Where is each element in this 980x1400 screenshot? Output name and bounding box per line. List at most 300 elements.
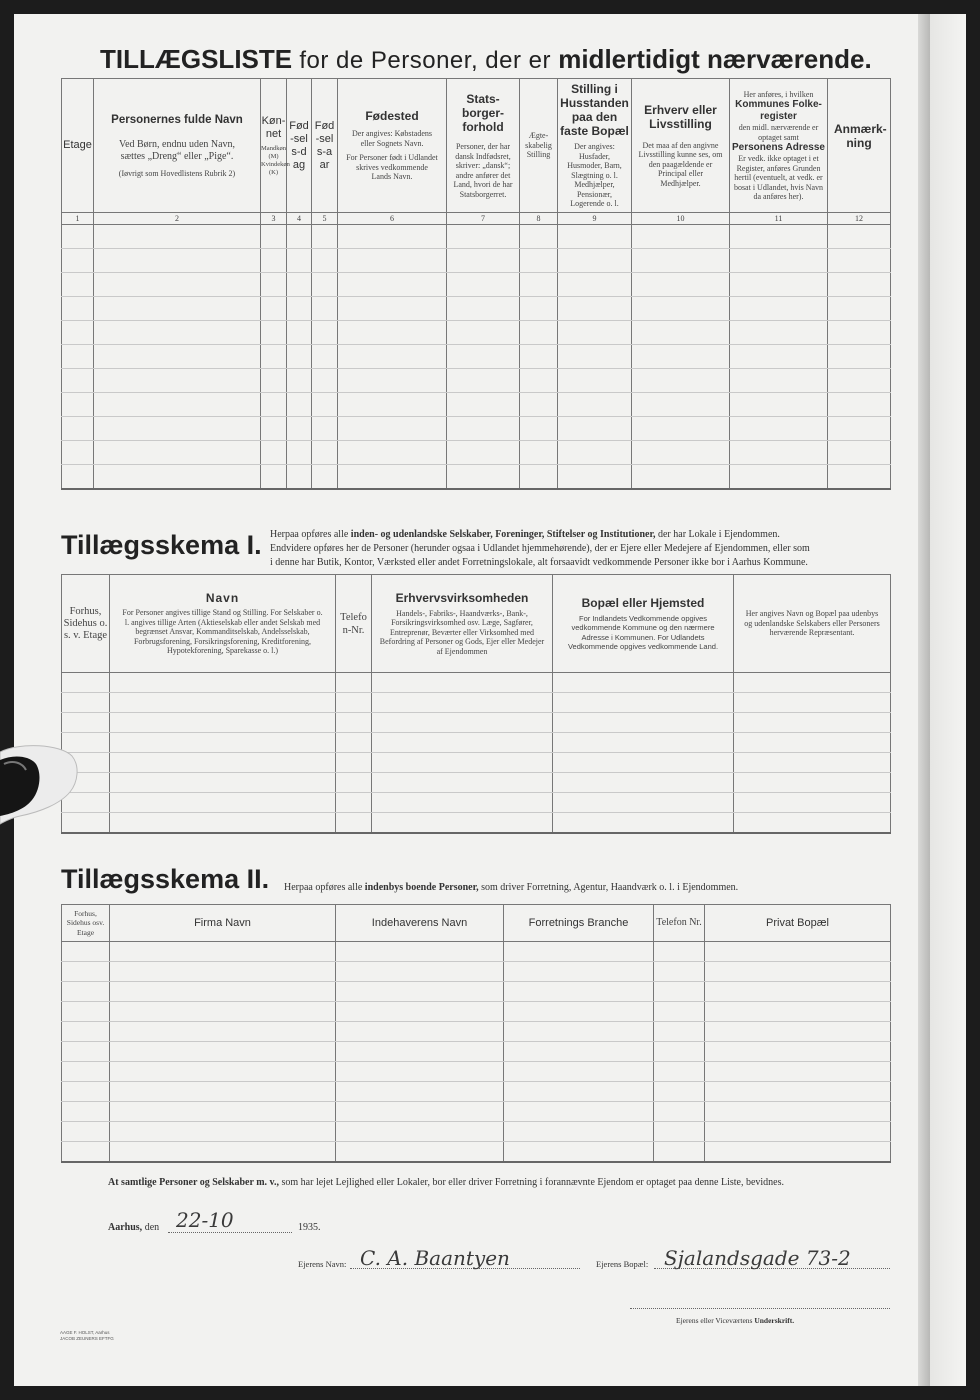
main-list-cell[interactable] [828,249,891,273]
main-list-cell[interactable] [828,225,891,249]
skema2-cell[interactable] [62,1002,110,1022]
main-list-cell[interactable] [287,417,312,441]
owner-address-label: Ejerens Bopæl: [596,1259,649,1269]
main-list-cell[interactable] [520,465,558,489]
skema1-cell[interactable] [372,693,553,713]
skema2-row [62,1082,891,1102]
col-birthday [287,79,312,213]
main-list-cell[interactable] [558,441,632,465]
s2-col-telefon [654,905,705,942]
colnum-8: 8 [520,213,558,225]
main-list-cell[interactable] [94,441,261,465]
skema2-cell[interactable] [654,982,705,1002]
printer-mark [60,1330,114,1342]
main-list-cell[interactable] [730,225,828,249]
main-list-cell[interactable] [94,369,261,393]
main-list-table [61,78,891,490]
skema2-cell[interactable] [62,1142,110,1162]
skema2-cell[interactable] [336,982,504,1002]
main-list-cell[interactable] [312,249,338,273]
main-list-cell[interactable] [730,321,828,345]
col-birthplace-sub2: For Personer født i Udlandet skrives vedkommende Lands Navn. [346,153,438,182]
main-list-cell[interactable] [287,465,312,489]
main-list-cell[interactable] [312,321,338,345]
skema2-cell[interactable] [654,1002,705,1022]
skema1-cell[interactable] [336,773,372,793]
skema2-cell[interactable] [336,962,504,982]
skema1-cell[interactable] [734,793,891,813]
skema1-cell[interactable] [62,673,110,693]
skema2-cell[interactable] [705,1122,891,1142]
skema1-cell[interactable] [553,813,734,833]
skema1-cell[interactable] [734,813,891,833]
main-list-cell[interactable] [62,369,94,393]
s1-col-navn-sub: For Personer angives tillige Stand og Stilling. For Selskaber o. l. angives tillige Arten (Aktieselskab eller andet Selskab med begrænset Ansvar, Kommanditselskab, Andelsselskab, Forbrugsforening, Forsikringsforening, Kreditforening, Hypotekforening, Sparekasse o. l.) [122,608,323,656]
main-list-cell[interactable] [632,345,730,369]
skema2-cell[interactable] [654,1062,705,1082]
skema2-cell[interactable] [62,1102,110,1122]
col-birthyear-head: Fød-sels-aar [314,119,335,171]
col-occupation [632,79,730,213]
skema2-cell[interactable] [654,942,705,962]
main-list-cell[interactable] [261,225,287,249]
skema1-cell[interactable] [372,793,553,813]
skema2-cell[interactable] [110,1082,336,1102]
skema2-cell[interactable] [504,1122,654,1142]
skema2-cell[interactable] [705,942,891,962]
main-list-cell[interactable] [312,225,338,249]
main-list-cell[interactable] [312,393,338,417]
skema1-cell[interactable] [553,693,734,713]
skema2-cell[interactable] [62,1042,110,1062]
skema2-desc-c: som driver Forretning, Agentur, Haandværk o. l. i Ejendommen. [481,882,739,893]
skema2-cell[interactable] [654,1022,705,1042]
main-list-cell[interactable] [261,369,287,393]
skema2-cell[interactable] [336,1102,504,1122]
skema1-cell[interactable] [553,753,734,773]
main-list-cell[interactable] [447,297,520,321]
main-list-cell[interactable] [730,297,828,321]
main-list-cell[interactable] [94,249,261,273]
skema2-cell[interactable] [110,1142,336,1162]
skema2-cell[interactable] [336,942,504,962]
skema1-cell[interactable] [110,793,336,813]
col-birthplace-sub: Der angives: Købstadens eller Sognets Navn. [352,129,432,148]
skema2-row [62,962,891,982]
declaration-rest: som har lejet Lejlighed eller Lokaler, bor eller driver Forretning i forannævnte Ejendom er optaget paa denne Liste, bevidnes. [281,1177,784,1188]
main-list-cell[interactable] [632,297,730,321]
skema2-cell[interactable] [504,982,654,1002]
main-list-cell[interactable] [558,465,632,489]
skema1-cell[interactable] [734,753,891,773]
skema2-cell[interactable] [504,1042,654,1062]
skema2-cell[interactable] [62,982,110,1002]
skema1-cell[interactable] [734,733,891,753]
main-list-cell[interactable] [94,321,261,345]
skema2-cell[interactable] [504,962,654,982]
skema1-cell[interactable] [336,673,372,693]
main-list-cell[interactable] [94,345,261,369]
main-list-cell[interactable] [558,249,632,273]
main-list-row [62,225,891,249]
main-list-cell[interactable] [287,297,312,321]
main-list-cell[interactable] [62,393,94,417]
main-list-cell[interactable] [261,417,287,441]
skema2-cell[interactable] [62,942,110,962]
main-list-cell[interactable] [62,249,94,273]
skema2-cell[interactable] [336,1002,504,1022]
skema1-cell[interactable] [110,753,336,773]
skema2-cell[interactable] [110,962,336,982]
skema1-desc-line2: Endvidere opføres her de Personer (herunder ogsaa i Udlandet hjemmehørende), der er Ejere eller Medejere af Ejendommen, eller som [270,543,810,554]
skema1-cell[interactable] [336,713,372,733]
col-sex-sub: Mandkøn (M) Kvindekøn (K) [261,144,290,176]
main-list-cell[interactable] [338,465,447,489]
main-list-cell[interactable] [632,321,730,345]
skema1-cell[interactable] [110,713,336,733]
main-list-cell[interactable] [287,249,312,273]
skema1-cell[interactable] [553,773,734,793]
skema2-cell[interactable] [336,1022,504,1042]
skema1-cell[interactable] [110,773,336,793]
main-list-cell[interactable] [632,393,730,417]
date-handwritten: 22-10 [176,1208,234,1232]
s2-col-indehaver [336,905,504,942]
main-list-cell[interactable] [261,345,287,369]
main-list-cell[interactable] [62,441,94,465]
col-occupation-sub: Det maa af den angivne Livsstilling kunne ses, om den paagældende er Principal eller Medhjælper. [638,140,723,188]
main-list-cell[interactable] [520,273,558,297]
skema1-cell[interactable] [110,673,336,693]
main-list-cell[interactable] [730,417,828,441]
skema2-row [62,1122,891,1142]
skema1-cell[interactable] [110,813,336,833]
skema2-cell[interactable] [504,942,654,962]
main-list-cell[interactable] [287,369,312,393]
skema1-cell[interactable] [336,753,372,773]
col-register-sub2: Er vedk. ikke optaget i et Register, anføres Grunden hertil (eventuelt, at vedk. er bosat i Udlandet, hvis Navn da anføres her). [733,154,824,201]
s2-col-telefon-label: Telefon Nr. [656,917,702,928]
skema2-cell[interactable] [62,1062,110,1082]
main-list-cell[interactable] [632,417,730,441]
main-list-cell[interactable] [558,297,632,321]
main-list-cell[interactable] [312,417,338,441]
main-list-cell[interactable] [287,225,312,249]
skema2-cell[interactable] [62,962,110,982]
skema2-cell[interactable] [110,1062,336,1082]
skema2-cell[interactable] [110,942,336,962]
main-list-cell[interactable] [730,345,828,369]
skema1-cell[interactable] [734,693,891,713]
main-list-cell[interactable] [447,417,520,441]
main-list-cell[interactable] [520,321,558,345]
skema1-cell[interactable] [110,733,336,753]
main-list-cell[interactable] [828,393,891,417]
main-list-cell[interactable] [447,465,520,489]
s1-col-erhverv-head: Erhvervsvirksomheden [395,590,529,605]
main-list-cell[interactable] [558,225,632,249]
skema2-cell[interactable] [336,1042,504,1062]
col-register [730,79,828,213]
next-page-edge [930,14,966,1386]
main-list-cell[interactable] [338,393,447,417]
skema1-cell[interactable] [372,753,553,773]
main-list-cell[interactable] [520,225,558,249]
declaration [108,1177,898,1188]
main-list-cell[interactable] [828,297,891,321]
main-list-cell[interactable] [261,321,287,345]
main-list-cell[interactable] [730,441,828,465]
skema2-cell[interactable] [654,962,705,982]
main-list-cell[interactable] [828,369,891,393]
main-list-cell[interactable] [520,393,558,417]
main-list-cell[interactable] [520,345,558,369]
printer-line2: JACOB ZEUNERS EFTFG [60,1336,114,1341]
skema1-cell[interactable] [336,793,372,813]
main-list-row [62,393,891,417]
skema2-cell[interactable] [705,962,891,982]
s2-col-branche-label: Forretnings Branche [528,916,629,929]
main-list-cell[interactable] [312,297,338,321]
main-list-cell[interactable] [447,249,520,273]
skema2-cell[interactable] [705,982,891,1002]
declaration-bold: At samtlige Personer og Selskaber m. v., [108,1177,280,1188]
main-list-cell[interactable] [730,273,828,297]
main-list-cell[interactable] [287,393,312,417]
s2-col-etage-label: Forhus, Sidehus osv. Etage [66,908,105,937]
main-list-cell[interactable] [828,321,891,345]
main-list-cell[interactable] [447,369,520,393]
col-sex-head: Køn-net [261,114,286,140]
skema2-cell[interactable] [110,1122,336,1142]
main-list-cell[interactable] [62,321,94,345]
skema2-cell[interactable] [336,1082,504,1102]
skema2-cell[interactable] [62,1022,110,1042]
skema1-cell[interactable] [372,733,553,753]
main-list-cell[interactable] [730,249,828,273]
main-list-cell[interactable] [62,417,94,441]
skema1-cell[interactable] [372,713,553,733]
date-line [168,1232,292,1233]
skema2-cell[interactable] [504,1142,654,1162]
main-list-cell[interactable] [632,369,730,393]
main-list-cell[interactable] [338,321,447,345]
main-list-cell[interactable] [520,369,558,393]
main-list-cell[interactable] [828,441,891,465]
skema2-cell[interactable] [705,1062,891,1082]
skema1-body [62,673,891,833]
main-list-cell[interactable] [261,273,287,297]
skema2-cell[interactable] [654,1082,705,1102]
main-list-cell[interactable] [312,369,338,393]
skema1-cell[interactable] [336,813,372,833]
main-list-cell[interactable] [287,321,312,345]
skema2-cell[interactable] [110,1002,336,1022]
skema2-desc-b: indenbys boende Personer, [364,882,479,893]
skema1-cell[interactable] [336,693,372,713]
skema1-cell[interactable] [372,773,553,793]
skema1-description [270,528,900,570]
main-list-cell[interactable] [261,393,287,417]
s1-col-telefon-label: Telefon-Nr. [340,611,367,636]
skema1-cell[interactable] [62,693,110,713]
skema1-cell[interactable] [372,813,553,833]
main-list-cell[interactable] [338,345,447,369]
main-list-cell[interactable] [520,417,558,441]
s1-col-erhverv-sub: Handels-, Fabriks-, Haandværks-, Bank-, Forsikringsvirksomhed osv. Læge, Sagfører, Entreprenør, Beværter eller Virksomhed med Befordring af Personer og Gods, Ejer eller Medejer af Ejendommen [379,608,545,656]
skema2-row [62,1062,891,1082]
skema1-cell[interactable] [553,793,734,813]
main-list-cell[interactable] [632,249,730,273]
colnum-7: 7 [447,213,520,225]
main-list-cell[interactable] [558,393,632,417]
skema2-cell[interactable] [336,1142,504,1162]
main-list-cell[interactable] [94,297,261,321]
colnum-4: 4 [287,213,312,225]
main-list-cell[interactable] [287,441,312,465]
skema2-cell[interactable] [504,1002,654,1022]
skema1-cell[interactable] [734,673,891,693]
skema2-cell[interactable] [654,1042,705,1062]
col-household-head: Stilling i Husstanden paa den faste Bopæl [560,82,629,139]
skema2-cell[interactable] [504,1022,654,1042]
skema2-cell[interactable] [62,1122,110,1142]
main-list-cell[interactable] [261,297,287,321]
main-list-cell[interactable] [730,465,828,489]
main-header-row [62,79,891,213]
main-list-cell[interactable] [520,249,558,273]
main-list-cell[interactable] [261,465,287,489]
main-list-cell[interactable] [558,417,632,441]
skema1-cell[interactable] [372,673,553,693]
skema2-cell[interactable] [110,1022,336,1042]
main-list-cell[interactable] [730,369,828,393]
skema2-cell[interactable] [110,1102,336,1122]
skema1-cell[interactable] [110,693,336,713]
main-list-cell[interactable] [632,273,730,297]
main-list-cell[interactable] [828,417,891,441]
skema1-cell[interactable] [62,713,110,733]
main-list-cell[interactable] [62,465,94,489]
s1-col-navn [110,575,336,673]
main-list-cell[interactable] [261,249,287,273]
main-list-cell[interactable] [338,225,447,249]
main-list-cell[interactable] [828,465,891,489]
main-list-cell[interactable] [520,441,558,465]
main-list-cell[interactable] [94,273,261,297]
year: 1935. [298,1222,321,1233]
main-list-cell[interactable] [447,393,520,417]
skema2-cell[interactable] [705,1082,891,1102]
skema2-cell[interactable] [504,1102,654,1122]
signature-label-a: Ejerens eller Viceværtens [676,1316,753,1325]
main-list-cell[interactable] [520,297,558,321]
main-list-cell[interactable] [632,441,730,465]
s2-col-etage [62,905,110,942]
main-list-cell[interactable] [338,249,447,273]
skema2-cell[interactable] [62,1082,110,1102]
skema1-cell[interactable] [553,733,734,753]
main-list-cell[interactable] [62,273,94,297]
main-list-cell[interactable] [287,273,312,297]
skema2-cell[interactable] [110,982,336,1002]
skema2-cell[interactable] [654,1102,705,1122]
main-list-cell[interactable] [730,393,828,417]
main-list-cell[interactable] [338,273,447,297]
main-list-cell[interactable] [62,225,94,249]
main-list-cell[interactable] [828,273,891,297]
main-list-cell[interactable] [447,273,520,297]
main-list-cell[interactable] [94,465,261,489]
skema2-cell[interactable] [110,1042,336,1062]
skema2-cell[interactable] [654,1122,705,1142]
main-list-cell[interactable] [338,441,447,465]
main-list-cell[interactable] [558,321,632,345]
main-list-cell[interactable] [312,465,338,489]
skema2-cell[interactable] [705,1022,891,1042]
main-list-cell[interactable] [94,417,261,441]
den-label: den [144,1222,160,1233]
skema2-cell[interactable] [504,1082,654,1102]
col-etage-label: Etage [63,139,92,151]
s2-col-bopael [705,905,891,942]
main-list-cell[interactable] [558,369,632,393]
skema1-cell[interactable] [734,773,891,793]
skema1-cell[interactable] [336,733,372,753]
main-list-cell[interactable] [632,465,730,489]
main-title [100,44,872,75]
main-list-cell[interactable] [62,345,94,369]
skema2-cell[interactable] [654,1142,705,1162]
main-list-cell[interactable] [632,225,730,249]
skema2-cell[interactable] [705,1002,891,1022]
skema2-cell[interactable] [705,1042,891,1062]
col-name-head: Personernes fulde Navn [111,113,243,126]
main-list-cell[interactable] [94,225,261,249]
skema1-cell[interactable] [734,713,891,733]
main-list-cell[interactable] [312,441,338,465]
main-list-cell[interactable] [338,297,447,321]
main-list-cell[interactable] [338,417,447,441]
main-list-cell[interactable] [558,273,632,297]
main-list-cell[interactable] [447,441,520,465]
main-list-cell[interactable] [94,393,261,417]
skema2-cell[interactable] [504,1062,654,1082]
skema2-cell[interactable] [336,1122,504,1142]
main-list-cell[interactable] [312,345,338,369]
colnum-6: 6 [338,213,447,225]
skema1-cell[interactable] [553,713,734,733]
skema2-cell[interactable] [336,1062,504,1082]
main-list-cell[interactable] [261,441,287,465]
main-list-cell[interactable] [338,369,447,393]
main-list-cell[interactable] [447,345,520,369]
col-etage [62,79,94,213]
skema1-desc-line3: i denne har Butik, Kontor, Værksted eller andet Forretningslokale, alt forsaavidt vedkommende Personer ikke bor i Aarhus Kommune. [270,557,808,568]
skema2-cell[interactable] [705,1142,891,1162]
skema1-cell[interactable] [553,673,734,693]
main-list-cell[interactable] [62,297,94,321]
col-register-head-small: Her anføres, i hvilken [743,89,814,99]
main-list-cell[interactable] [828,345,891,369]
main-list-cell[interactable] [447,321,520,345]
main-list-cell[interactable] [447,225,520,249]
main-list-cell[interactable] [558,345,632,369]
main-list-cell[interactable] [287,345,312,369]
skema2-cell[interactable] [705,1102,891,1122]
col-birthplace-head: Fødested [365,109,419,124]
main-list-cell[interactable] [312,273,338,297]
